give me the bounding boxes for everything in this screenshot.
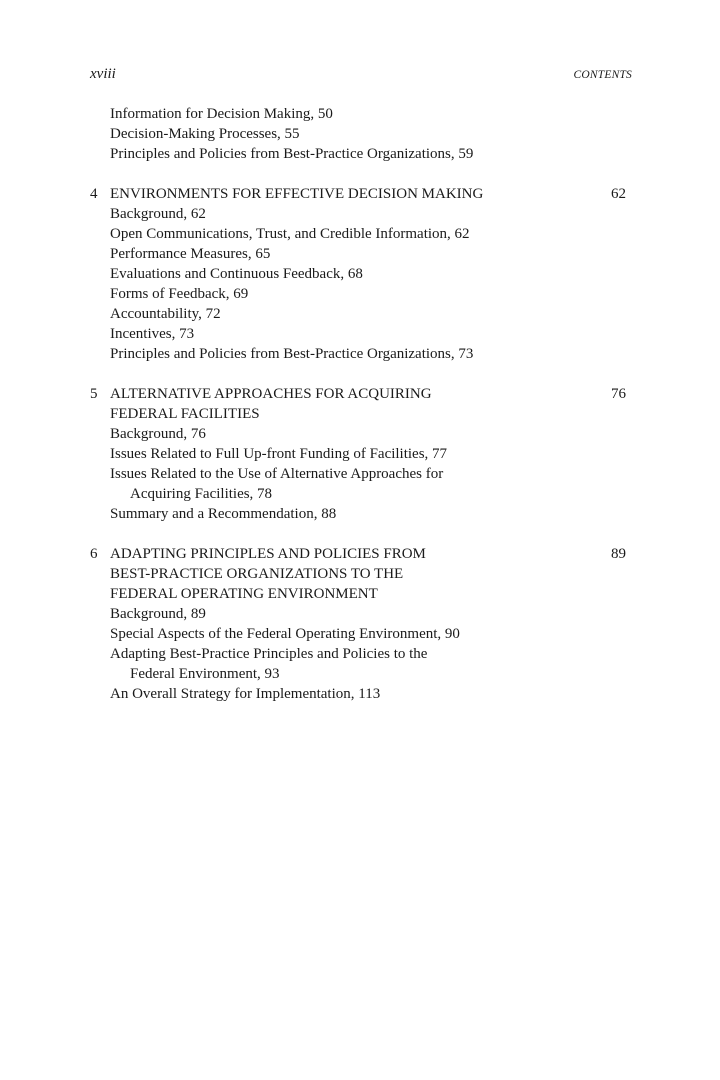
chapter-number: 5 bbox=[90, 386, 98, 402]
chapter-page-number: 76 bbox=[611, 386, 626, 402]
toc-entry: Accountability, 72 bbox=[110, 306, 221, 322]
table-of-contents bbox=[90, 104, 632, 704]
chapter-section bbox=[90, 384, 632, 524]
chapter-page-number: 89 bbox=[611, 546, 626, 562]
toc-entry: An Overall Strategy for Implementation, 113 bbox=[110, 686, 381, 702]
running-head bbox=[90, 66, 632, 88]
toc-entry: Evaluations and Continuous Feedback, 68 bbox=[110, 266, 363, 282]
chapter-title-line: FEDERAL OPERATING ENVIRONMENT bbox=[110, 586, 378, 602]
chapter-number: 4 bbox=[90, 186, 98, 202]
toc-entry bbox=[90, 644, 632, 684]
toc-entry: Background, 62 bbox=[110, 206, 206, 222]
chapter-heading bbox=[90, 184, 632, 204]
toc-entry-continuation: Acquiring Facilities, 78 bbox=[130, 486, 273, 502]
page-number: xviii bbox=[90, 66, 116, 82]
chapter-page-number: 62 bbox=[611, 186, 626, 202]
toc-entry: Principles and Policies from Best-Practice Organizations, 59 bbox=[110, 146, 474, 162]
chapter-number: 6 bbox=[90, 546, 98, 562]
toc-entry: Incentives, 73 bbox=[110, 326, 195, 342]
toc-entry-line: Issues Related to the Use of Alternative Approaches for bbox=[110, 466, 444, 482]
continued-entries bbox=[90, 104, 632, 164]
toc-entry: Decision-Making Processes, 55 bbox=[110, 126, 300, 142]
chapter-list bbox=[90, 184, 632, 704]
toc-entry: Background, 76 bbox=[110, 426, 206, 442]
chapter-heading bbox=[90, 544, 632, 604]
chapter-section bbox=[90, 184, 632, 364]
toc-entry-line: Adapting Best-Practice Principles and Policies to the bbox=[110, 646, 428, 662]
chapter-title-line: ENVIRONMENTS FOR EFFECTIVE DECISION MAKING bbox=[110, 186, 484, 202]
chapter-title-line: FEDERAL FACILITIES bbox=[110, 406, 260, 422]
chapter-title-line: ADAPTING PRINCIPLES AND POLICIES FROM bbox=[110, 546, 426, 562]
toc-entry: Performance Measures, 65 bbox=[110, 246, 271, 262]
toc-entry: Summary and a Recommendation, 88 bbox=[110, 506, 337, 522]
toc-entry: Special Aspects of the Federal Operating Environment, 90 bbox=[110, 626, 460, 642]
chapter-title-line: ALTERNATIVE APPROACHES FOR ACQUIRING bbox=[110, 386, 432, 402]
running-title: CONTENTS bbox=[573, 69, 632, 81]
toc-entry: Issues Related to Full Up-front Funding of Facilities, 77 bbox=[110, 446, 448, 462]
chapter-heading bbox=[90, 384, 632, 424]
toc-entry: Background, 89 bbox=[110, 606, 206, 622]
chapter-title-line: BEST-PRACTICE ORGANIZATIONS TO THE bbox=[110, 566, 404, 582]
toc-entry: Principles and Policies from Best-Practice Organizations, 73 bbox=[110, 346, 474, 362]
toc-entry-continuation: Federal Environment, 93 bbox=[130, 666, 280, 682]
toc-entry bbox=[90, 464, 632, 504]
toc-entry: Forms of Feedback, 69 bbox=[110, 286, 249, 302]
toc-entry: Open Communications, Trust, and Credible Information, 62 bbox=[110, 226, 470, 242]
chapter-section bbox=[90, 544, 632, 704]
toc-entry: Information for Decision Making, 50 bbox=[110, 106, 333, 122]
